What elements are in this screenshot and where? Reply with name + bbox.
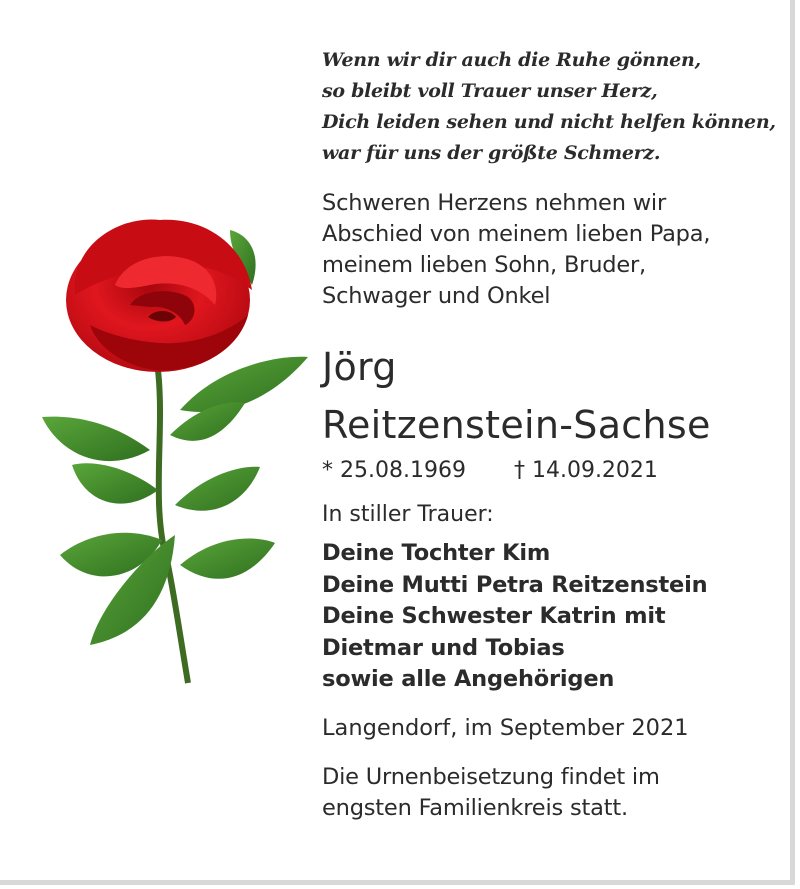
first-name: Jörg — [322, 345, 397, 389]
intro-line: meinem lieben Sohn, Bruder, — [322, 252, 647, 278]
deceased-name — [322, 338, 782, 454]
death-date: † 14.09.2021 — [513, 458, 658, 483]
mourner-line: sowie alle Angehörigen — [322, 666, 615, 692]
mourner-line: Dietmar und Tobias — [322, 634, 565, 661]
intro-text — [322, 188, 782, 312]
mourners-label: In stiller Trauer: — [322, 502, 494, 527]
poem-line: Dich leiden sehen und nicht helfen können, — [322, 111, 776, 133]
place-date: Langendorf, im September 2021 — [322, 714, 689, 741]
intro-line: Schweren Herzens nehmen wir — [322, 190, 667, 216]
mourner-line: Deine Tochter Kim — [322, 540, 551, 566]
obituary-text — [322, 45, 782, 824]
intro-line: Abschied von meinem lieben Papa, — [322, 221, 711, 247]
last-name: Reitzenstein-Sachse — [322, 403, 711, 447]
poem-line: so bleibt voll Trauer unser Herz, — [322, 80, 658, 102]
poem-line: Wenn wir dir auch die Ruhe gönnen, — [322, 49, 701, 71]
mourner-line: Deine Mutti Petra Reitzenstein — [322, 571, 708, 598]
intro-line: Schwager und Onkel — [322, 283, 551, 309]
poem-line: war für uns der größte Schmerz. — [322, 142, 661, 164]
mourners-list — [322, 538, 782, 696]
burial-line: engsten Familienkreis statt. — [322, 794, 628, 821]
life-dates — [322, 454, 782, 488]
red-rose-image — [30, 205, 315, 690]
burial-note — [322, 762, 782, 824]
poem — [322, 45, 782, 169]
birth-date: * 25.08.1969 — [322, 458, 466, 483]
mourner-line: Deine Schwester Katrin mit — [322, 603, 666, 629]
burial-line: Die Urnenbeisetzung findet im — [322, 763, 660, 790]
